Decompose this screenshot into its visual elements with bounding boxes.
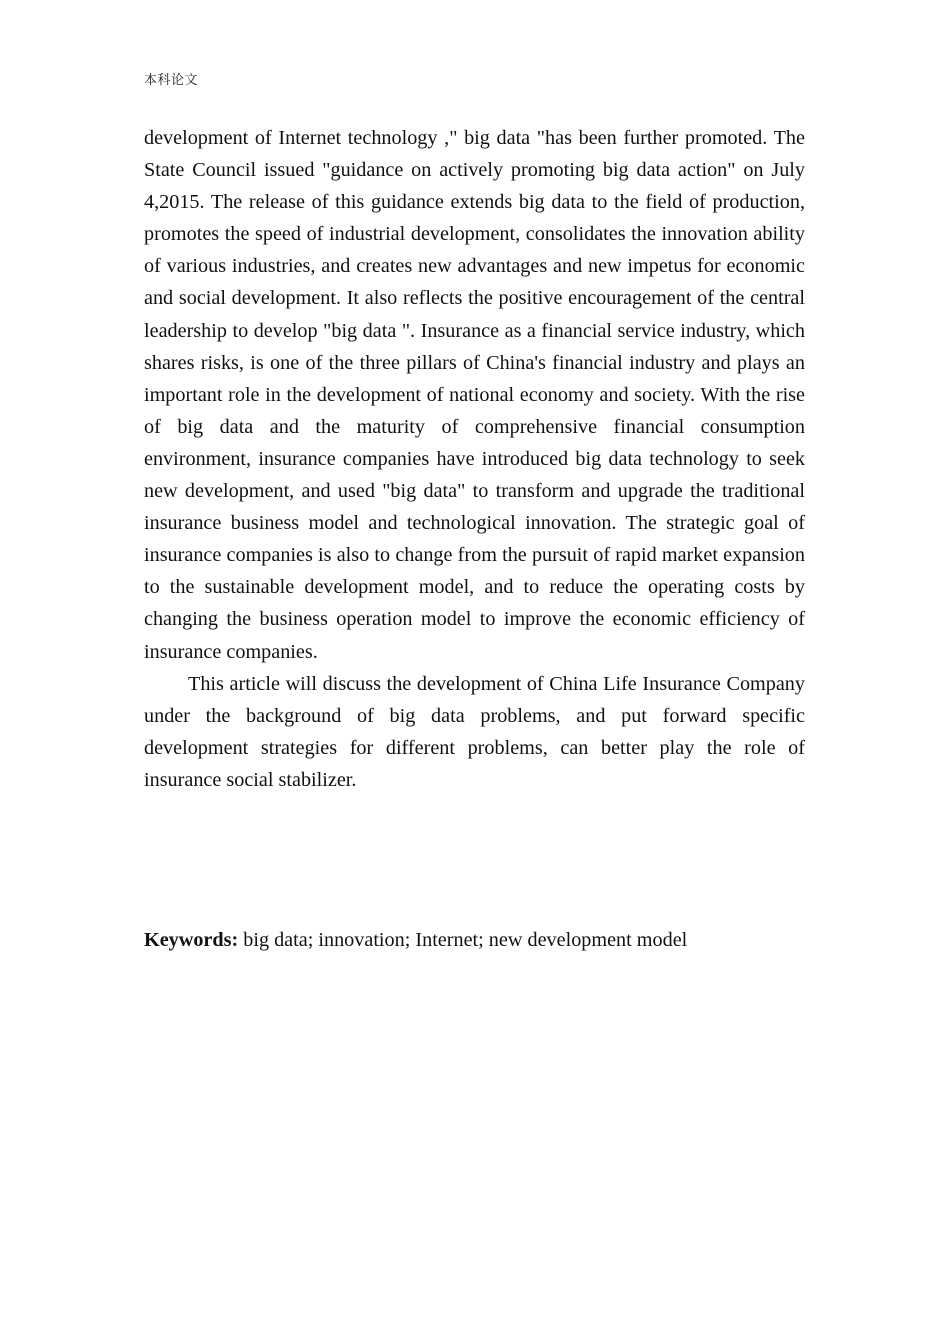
abstract-body bbox=[144, 122, 805, 796]
keywords-text: big data; innovation; Internet; new development model bbox=[243, 929, 688, 951]
running-header: 本科论文 bbox=[144, 73, 199, 88]
keywords-label: Keywords: bbox=[144, 929, 239, 951]
abstract-paragraph-1: development of Internet technology ," big data "has been further promoted. The State Council issued "guidance on actively promoting big data action" on July 4,2015. The release of this guidance extends big data to the field of production, promotes the speed of industrial development, consolidates the innovation ability of various industries, and creates new advantages and new impetus for economic and social development. It also reflects the positive encouragement of the central leadership to develop "big data ". Insurance as a financial service industry, which shares risks, is one of the three pillars of China's financial industry and plays an important role in the development of national economy and society. With the rise of big data and the maturity of comprehensive financial consumption environment, insurance companies have introduced big data technology to seek new development, and used "big data" to transform and upgrade the traditional insurance business model and technological innovation. The strategic goal of insurance companies is also to change from the pursuit of rapid market expansion to the sustainable development model, and to reduce the operating costs by changing the business operation model to improve the economic efficiency of insurance companies. bbox=[144, 127, 805, 663]
keywords-line bbox=[144, 924, 805, 956]
abstract-paragraph-2: This article will discuss the development of China Life Insurance Company under the background of big data problems, and put forward specific development strategies for different problems, can better play the role of insurance social stabilizer. bbox=[144, 672, 805, 791]
